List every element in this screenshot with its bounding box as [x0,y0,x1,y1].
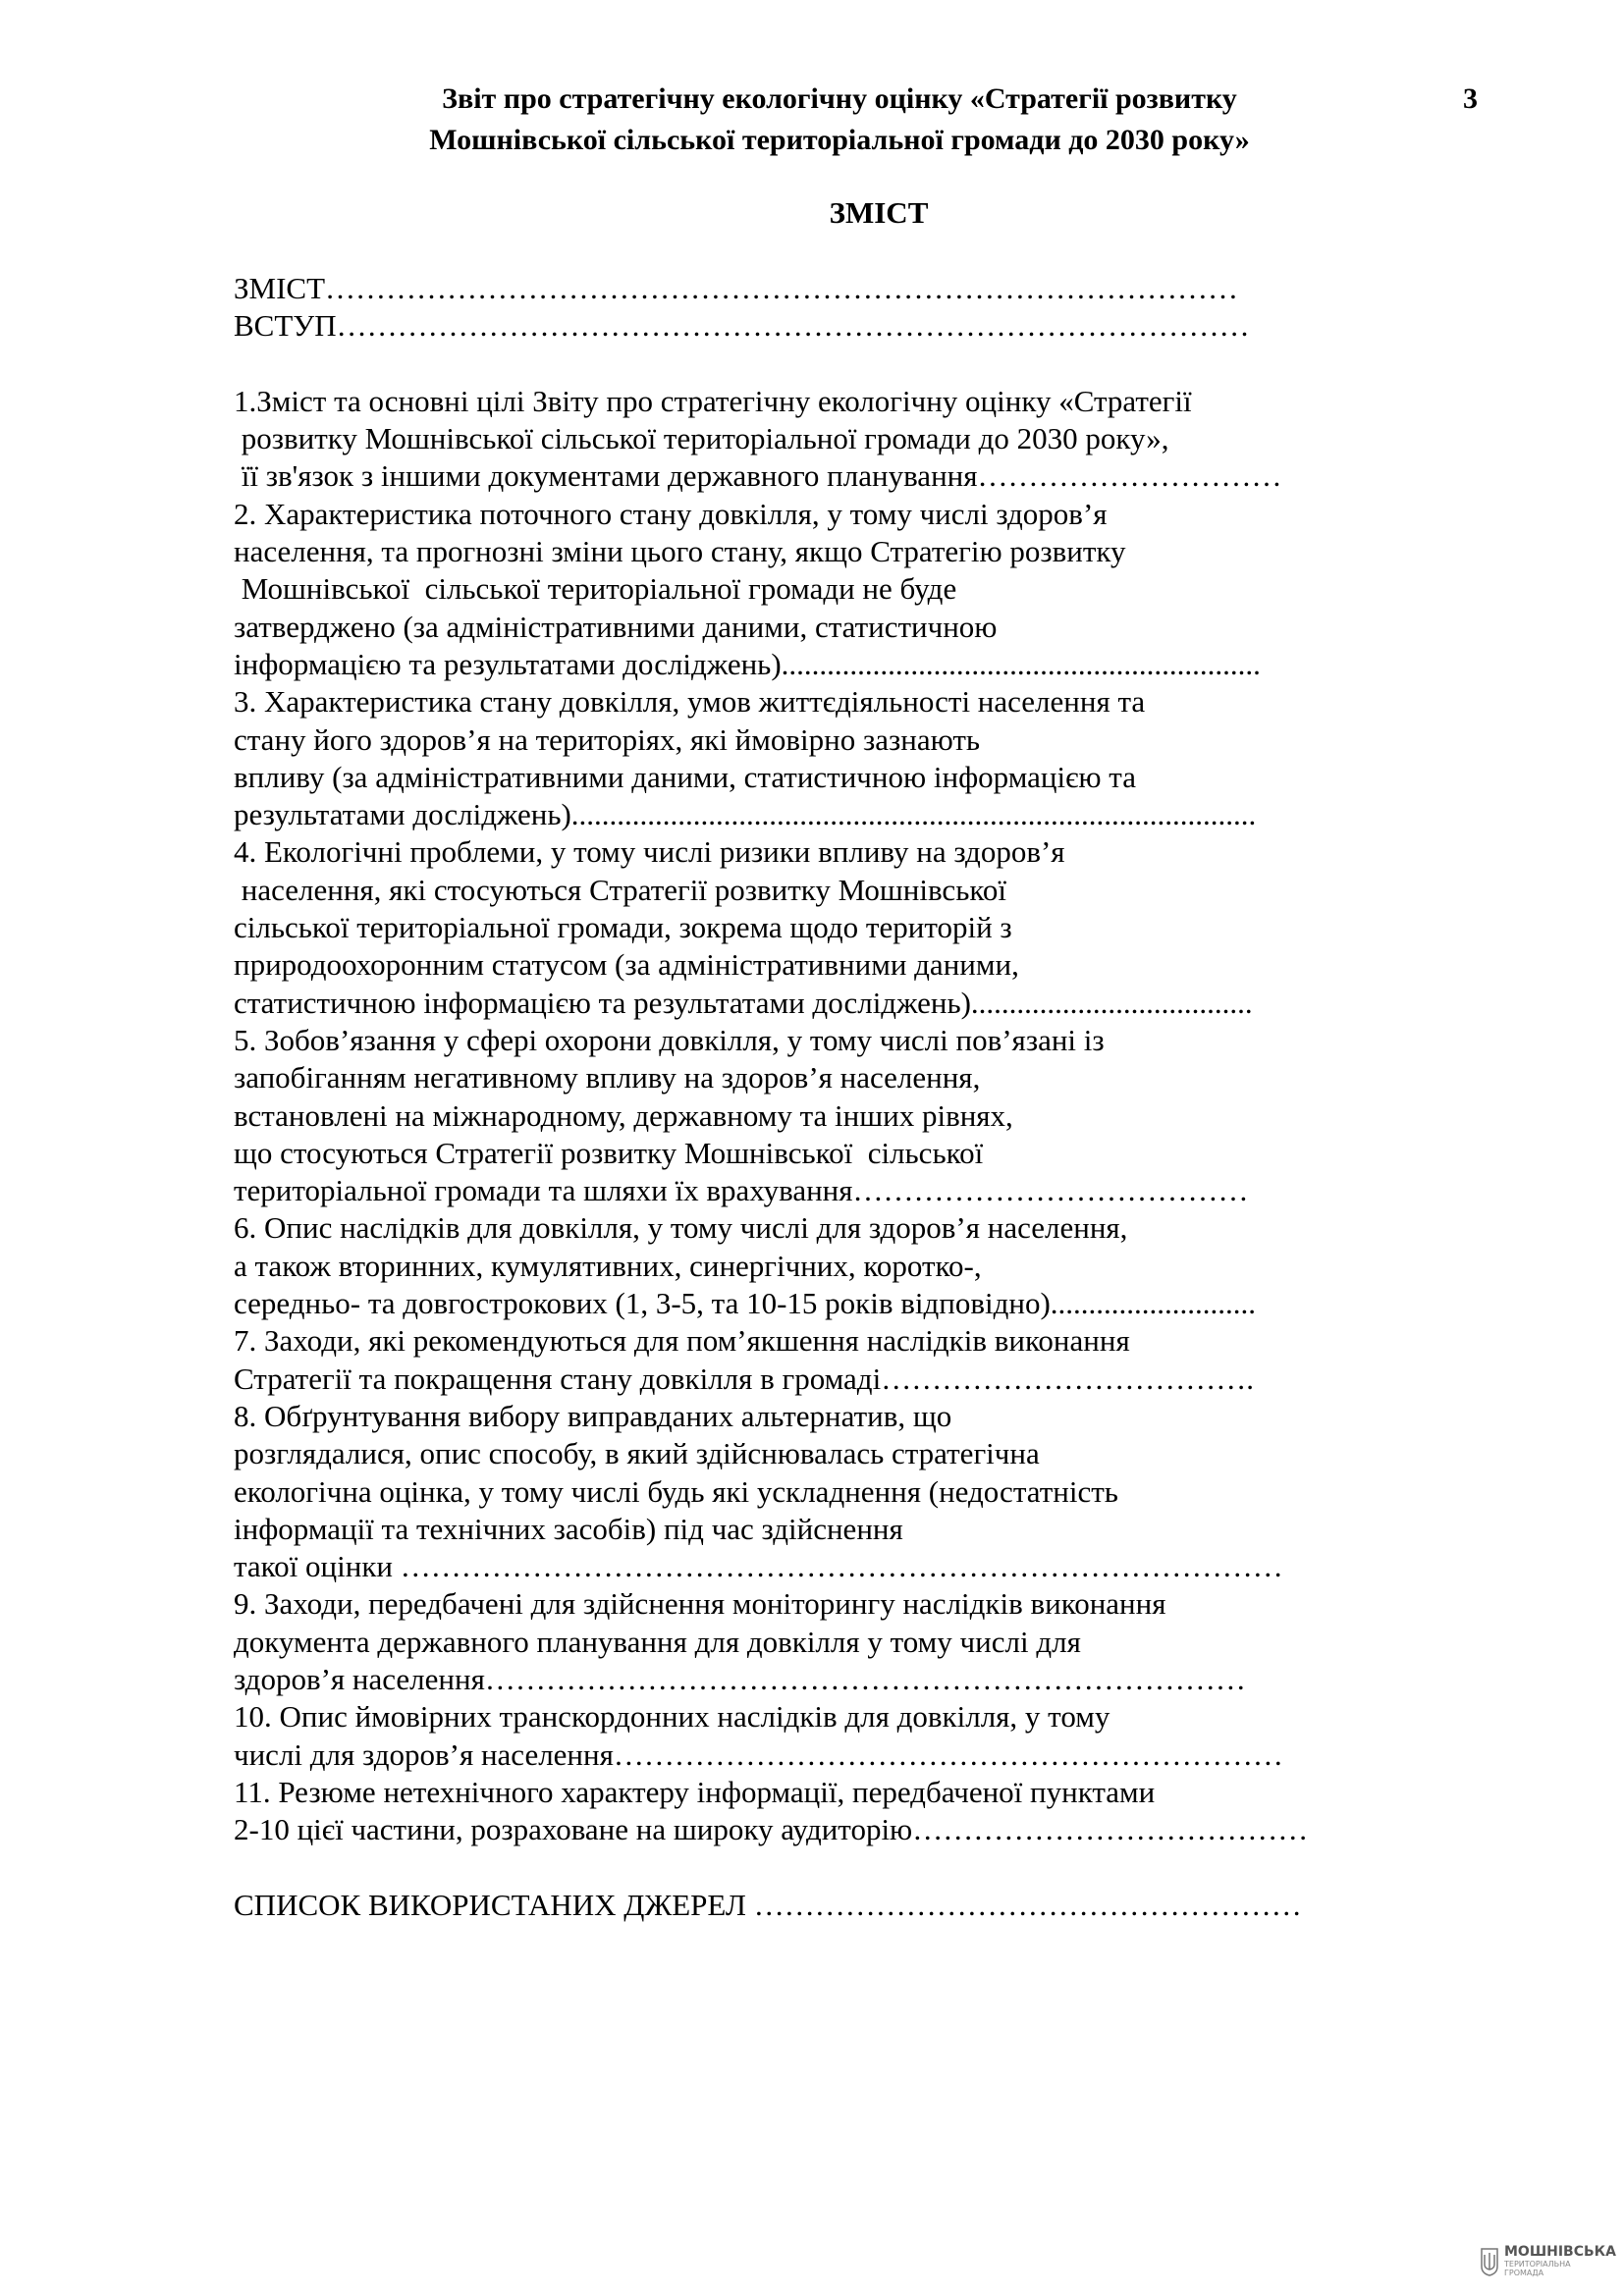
toc-line: такої оцінки …………………………………………………………………………… [234,1549,1283,1584]
toc-line: 3. Характеристика стану довкілля, умов життєдіяльності населення та [234,684,1146,720]
toc-line: 10. Опис ймовірних транскордонних наслідків для довкілля, у тому [234,1699,1110,1735]
logo-subtitle-line-2: ГРОМАДА [1504,2269,1544,2277]
page-number: 3 [1463,82,1478,115]
toc-line: 8. Обґрунтування вибору виправданих альтернатив, що [234,1398,952,1433]
logo-subtitle [1504,2260,1571,2277]
toc-line: ЗМІСТ……………………………………………………………………………… [234,271,1239,305]
toc-line: розвитку Мошнівської сільської територіальної громади до 2030 року», [234,421,1169,456]
toc-line: 11. Резюме нетехнічного характеру інформації, передбаченої пунктами [234,1774,1156,1809]
toc-spacer [234,1848,1471,1886]
trident-icon [1481,2247,1498,2276]
toc-line: 4. Екологічні проблеми, у тому числі ризики впливу на здоров’я [234,834,1065,870]
toc-line: впливу (за адміністративними даними, статистичною інформацією та [234,759,1136,794]
toc-line: статистичною інформацією та результатами досліджень)..................................... [234,985,1253,1020]
toc-line: сільської територіальної громади, зокрема щодо територій з [234,910,1012,945]
toc-line: середньо- та довгострокових (1, 3-5, та 10-15 років відповідно)........................... [234,1286,1257,1321]
table-of-contents [234,270,1471,1924]
toc-line: територіальної громади та шляхи їх врахування………………………………… [234,1173,1249,1208]
toc-line: природоохоронним статусом (за адміністративними даними, [234,947,1019,983]
toc-line: розглядалися, опис способу, в який здійснювалась стратегічна [234,1436,1040,1471]
toc-line: результатами досліджень).......................................................................................... [234,797,1257,832]
toc-line: Стратегії та покращення стану довкілля в громаді………………………………. [234,1361,1254,1396]
header-title-line-1: Звіт про стратегічну екологічну оцінку «Стратегії розвитку [442,82,1237,115]
toc-line: 5. Зобов’язання у сфері охорони довкілля, у тому числі пов’язані із [234,1022,1105,1057]
footer-logo [1481,2244,1616,2284]
toc-line: числі для здоров’я населення………………………………………………………… [234,1736,1283,1772]
toc-line: екологічна оцінка, у тому числі будь які ускладнення (недостатність [234,1473,1118,1509]
logo-subtitle-line-1: ТЕРИТОРІАЛЬНА [1504,2260,1571,2269]
toc-line: стану його здоров’я на територіях, які ймовірно зазнають [234,721,981,757]
toc-line: інформації та технічних засобів) під час здійснення [234,1511,903,1546]
toc-line: 2-10 цієї частини, розраховане на широку аудиторію………………………………… [234,1812,1309,1847]
toc-line: інформацією та результатами досліджень)............................................................... [234,646,1261,681]
logo-name: МОШНІВСЬКА [1504,2244,1616,2260]
toc-line: запобіганням негативному впливу на здоров’я населення, [234,1060,981,1095]
toc-line: 6. Опис наслідків для довкілля, у тому числі для здоров’я населення, [234,1210,1128,1246]
toc-line: 2. Характеристика поточного стану довкілля, у тому числі здоров’я [234,496,1108,531]
document-header [324,79,1355,161]
toc-line: Мошнівської сільської територіальної громади не буде [234,571,957,607]
toc-line: що стосуються Стратегії розвитку Мошнівської сільської [234,1135,984,1170]
toc-line: документа державного планування для довкілля у тому числі для [234,1624,1081,1659]
toc-heading: ЗМІСТ [829,195,929,230]
toc-line: затверджено (за адміністративними даними, статистичною [234,609,998,644]
toc-line: 1.Зміст та основні цілі Звіту про стратегічну екологічну оцінку «Стратегії [234,383,1192,418]
toc-line: встановлені на міжнародному, державному та інших рівнях, [234,1097,1013,1133]
toc-line: здоров’я населення………………………………………………………………… [234,1661,1246,1696]
toc-spacer [234,346,1471,383]
toc-line: ВСТУП……………………………………………………………………………… [234,308,1250,344]
toc-line: 7. Заходи, які рекомендуються для пом’якшення наслідків виконання [234,1323,1130,1359]
toc-line: населення, які стосуються Стратегії розвитку Мошнівської [234,872,1006,907]
toc-line: а також вторинних, кумулятивних, синергічних, коротко-, [234,1248,982,1283]
toc-line: її зв'язок з іншими документами державного планування………………………… [234,458,1282,494]
toc-line: 9. Заходи, передбачені для здійснення моніторингу наслідків виконання [234,1586,1166,1622]
toc-line: населення, та прогнозні зміни цього стану, якщо Стратегію розвитку [234,534,1126,569]
header-title-line-2: Мошнівської сільської територіальної громади до 2030 року» [429,124,1250,156]
toc-line: СПИСОК ВИКОРИСТАНИХ ДЖЕРЕЛ ……………………………………………… [234,1887,1302,1922]
